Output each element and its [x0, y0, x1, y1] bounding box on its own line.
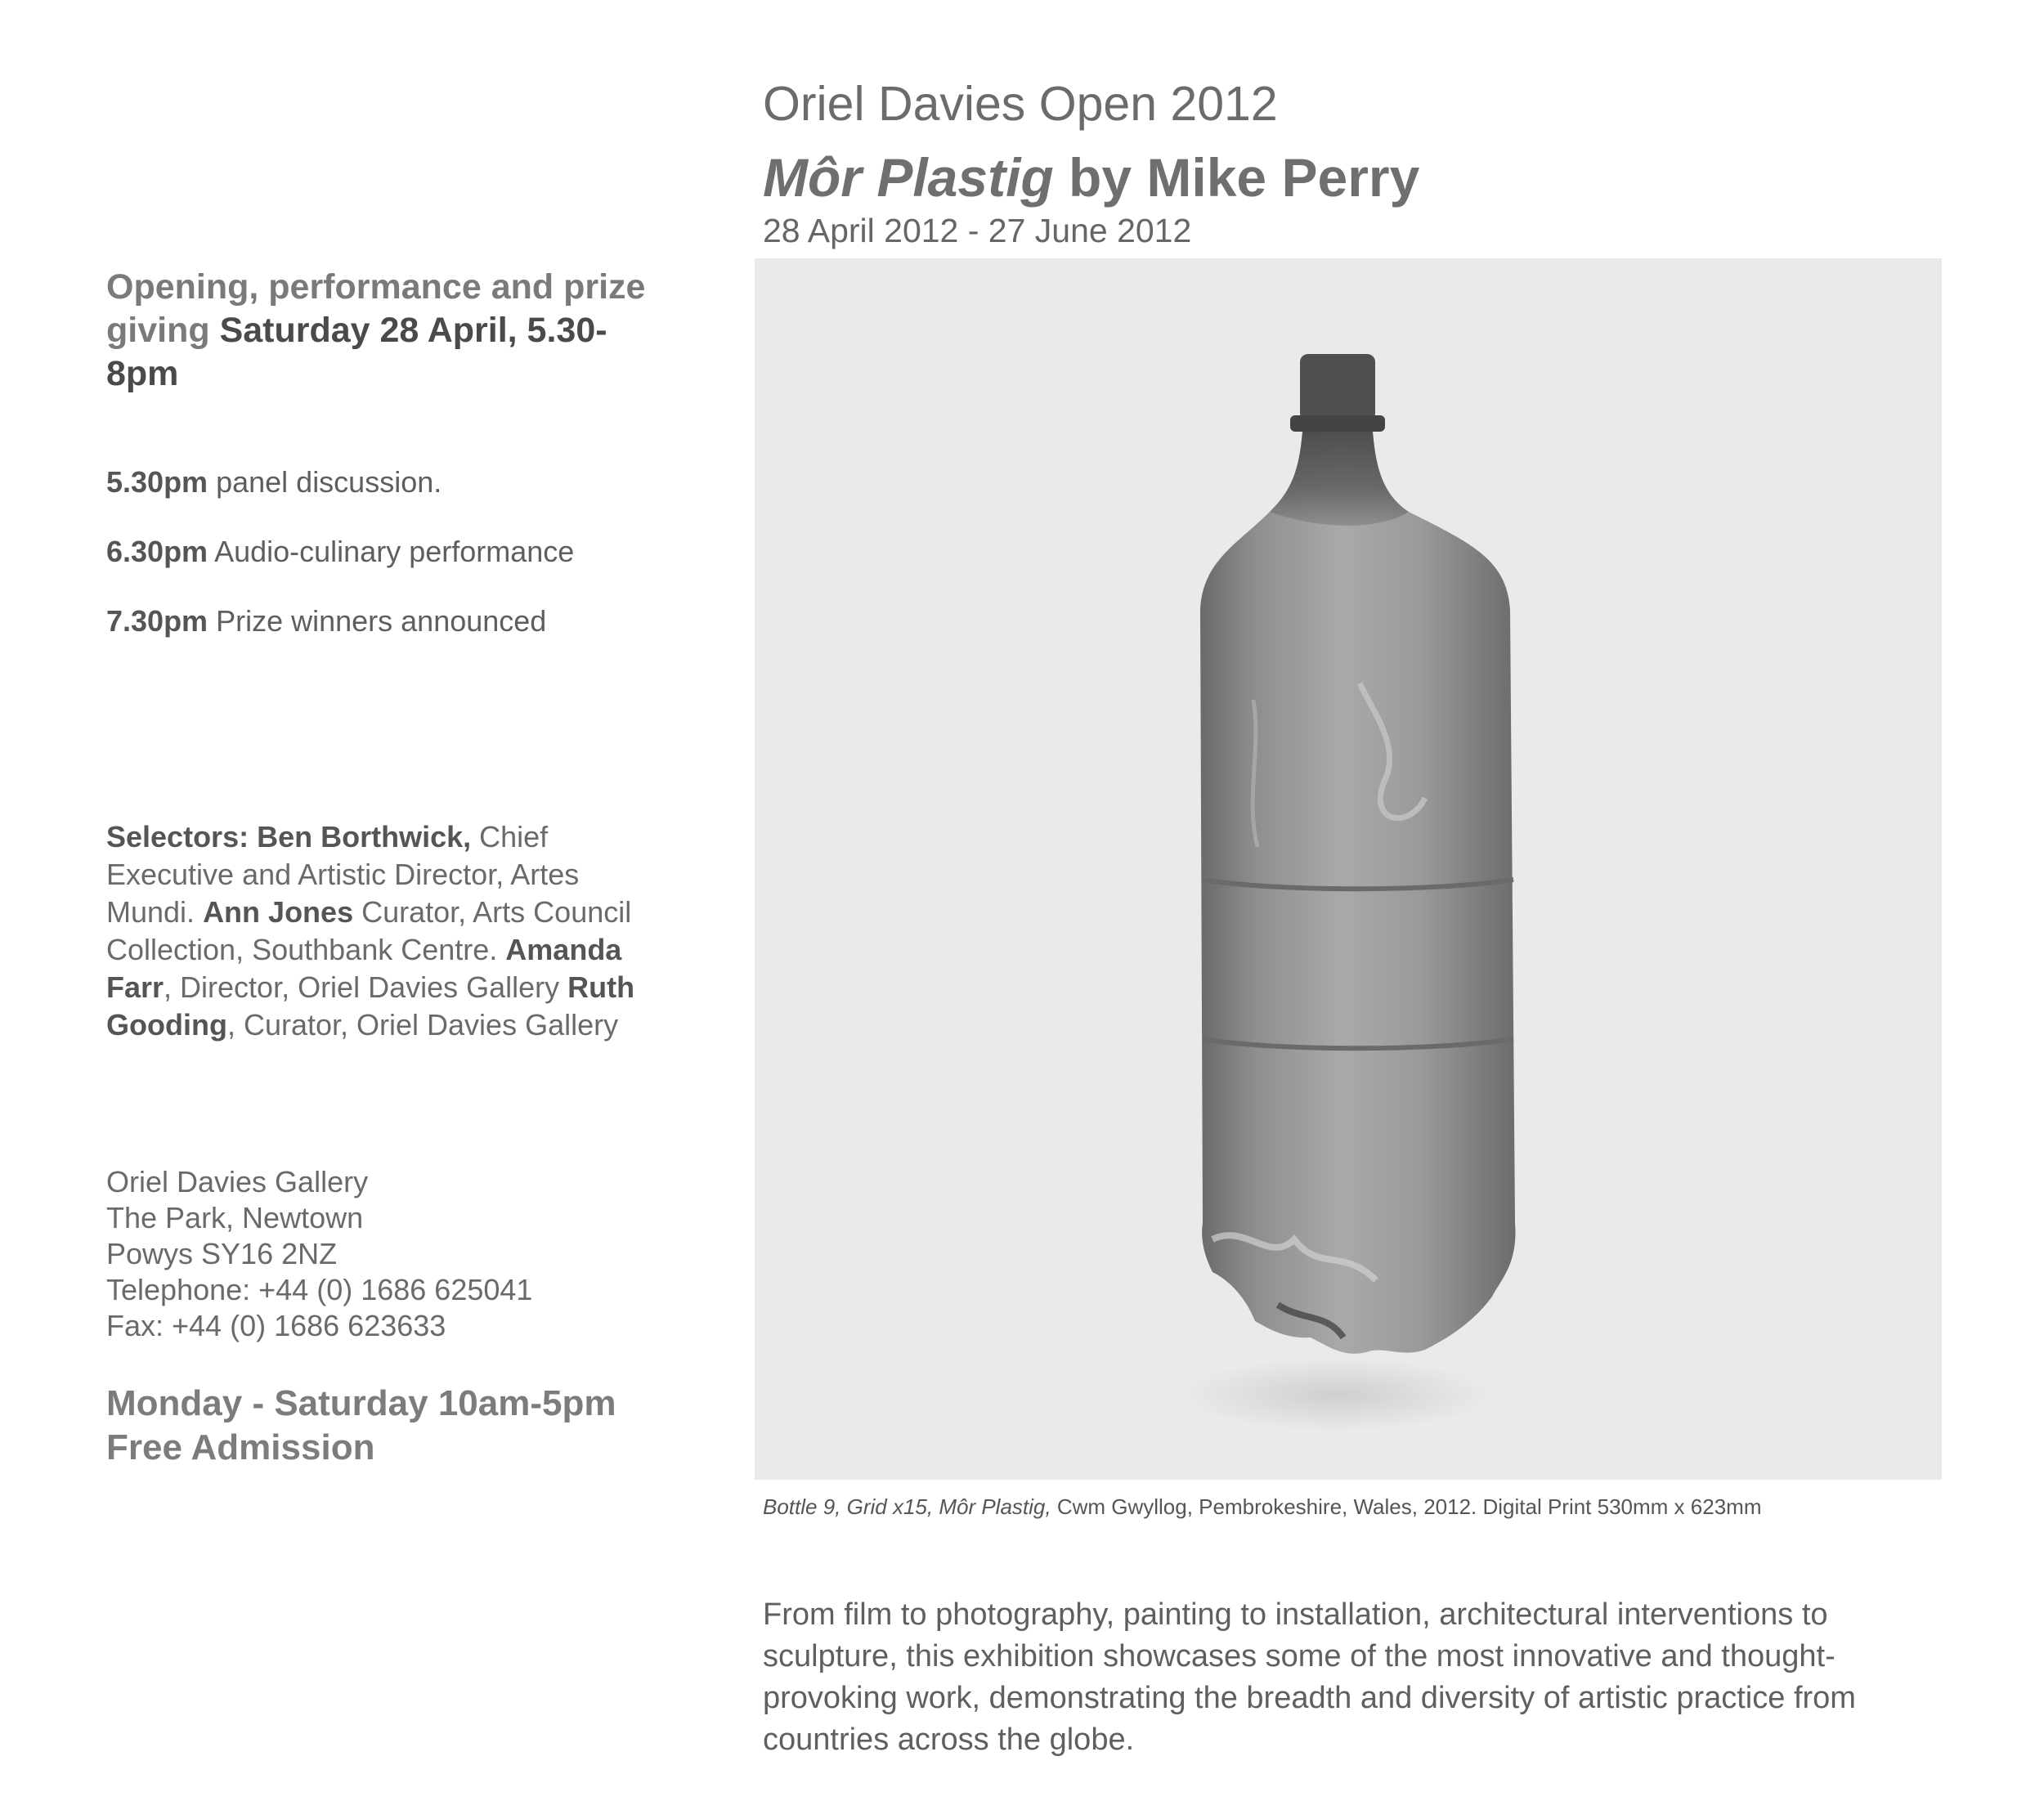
exhibition-title: Oriel Davies Open 2012: [763, 77, 1278, 131]
address-line: The Park, Newtown: [106, 1201, 364, 1234]
opening-heading: [106, 266, 646, 396]
exhibition-dates: 28 April 2012 - 27 June 2012: [763, 212, 1192, 249]
exhibition-subtitle: [763, 146, 1419, 210]
exhibition-description: From film to photography, painting to installation, architectural interventions to sculpture, this exhibition showcases some of the most innovative and thought-provoking work, demonstrating the breadth and diversity of artistic practice from countries across the globe.: [763, 1597, 1856, 1757]
schedule-event: Audio-culinary performance: [208, 535, 575, 568]
bottle-illustration: [755, 258, 1942, 1480]
schedule-item: [106, 464, 679, 500]
admission-line: Free Admission: [106, 1427, 375, 1467]
photo-caption: [763, 1494, 1761, 1520]
opening-event-label: Opening, performance and prize giving: [106, 267, 646, 350]
caption-artwork-title: Bottle 9, Grid x15, Môr Plastig,: [763, 1494, 1051, 1519]
selector-name: Ann Jones: [203, 895, 354, 929]
artwork-photo: [755, 258, 1942, 1480]
schedule-event: Prize winners announced: [208, 604, 547, 638]
bottle-cap-ring: [1290, 415, 1385, 432]
selectors-block: [106, 818, 662, 1044]
selector-role: Chief Executive and Artistic Director, Artes Mundi.: [106, 820, 580, 929]
gallery-address: [106, 1164, 662, 1344]
schedule-item: [106, 534, 679, 570]
selector-role: , Director, Oriel Davies Gallery: [164, 970, 568, 1004]
bottle-body: [1200, 432, 1515, 1354]
selector-name: Ruth Gooding: [106, 970, 635, 1042]
schedule-time: 6.30pm: [106, 535, 208, 568]
fax-line: Fax: +44 (0) 1686 623633: [106, 1309, 446, 1342]
artwork-title: Môr Plastig: [763, 147, 1054, 208]
selector-name: Amanda Farr: [106, 933, 622, 1004]
artist-credit: by Mike Perry: [1053, 147, 1420, 208]
address-line: Powys SY16 2NZ: [106, 1237, 338, 1270]
bottle-shadow: [1181, 1358, 1492, 1431]
hours-line: Monday - Saturday 10am-5pm: [106, 1383, 616, 1423]
schedule-time: 7.30pm: [106, 604, 208, 638]
schedule-time: 5.30pm: [106, 465, 208, 499]
selector-role: Curator, Arts Council Collection, Southbank Centre.: [106, 895, 632, 966]
telephone-line: Telephone: +44 (0) 1686 625041: [106, 1273, 533, 1306]
opening-datetime: Saturday 28 April, 5.30-8pm: [106, 311, 607, 393]
selector-role: , Curator, Oriel Davies Gallery: [226, 1008, 619, 1042]
opening-hours: [106, 1382, 679, 1470]
selectors-label: Selectors:: [106, 820, 249, 853]
address-line: Oriel Davies Gallery: [106, 1165, 369, 1198]
bottle-cap: [1300, 354, 1375, 421]
schedule-event: panel discussion.: [208, 465, 442, 499]
selector-name: Ben Borthwick,: [257, 820, 472, 853]
schedule-item: [106, 603, 679, 639]
caption-details: Cwm Gwyllog, Pembrokeshire, Wales, 2012. Digital Print 530mm x 623mm: [1051, 1494, 1762, 1519]
